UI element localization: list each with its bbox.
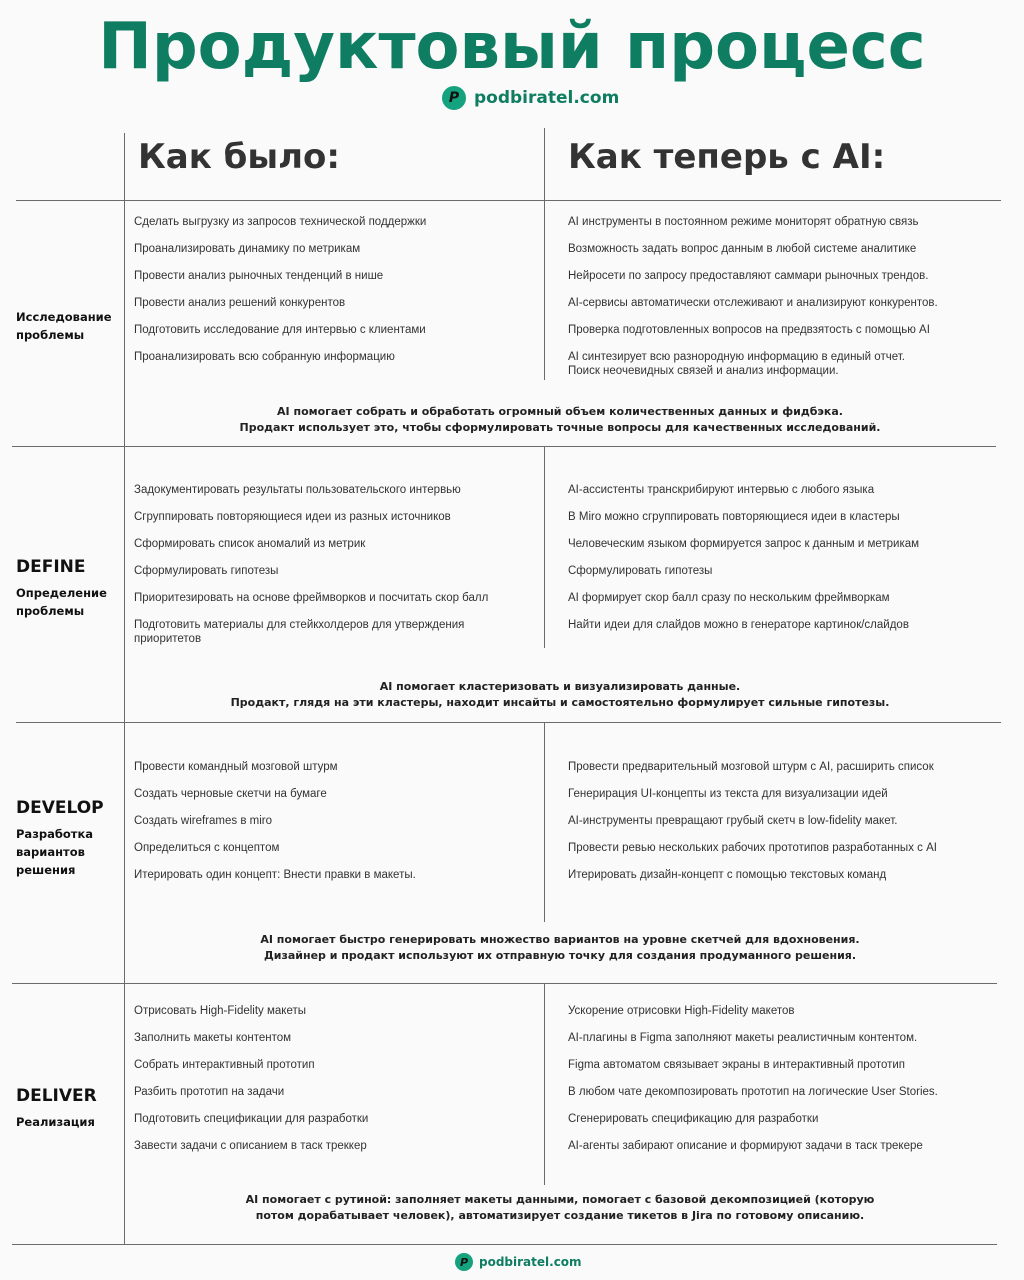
define-summary xyxy=(124,679,996,711)
research-summary xyxy=(124,404,996,436)
list-item: Сгенерировать спецификацию для разработки xyxy=(568,1113,819,1125)
list-item: Сделать выгрузку из запросов технической поддержки xyxy=(134,216,427,228)
summary-line: Продакт, глядя на эти кластеры, находит инсайты и самостоятельно формулирует сильные гипотезы. xyxy=(230,696,890,709)
section-divider-2 xyxy=(16,722,1001,723)
brand-name: podbiratel.com xyxy=(474,88,620,108)
list-item: Подготовить материалы для стейкхолдеров для утверждения приоритетов xyxy=(134,619,465,645)
list-item: AI-ассистенты транскрибируют интервью с любого языка xyxy=(568,484,875,496)
stage-code: DELIVER xyxy=(16,1086,97,1106)
list-item: В любом чате декомпозировать прототип на логические User Stories. xyxy=(568,1086,938,1098)
bottom-divider xyxy=(12,1244,997,1245)
list-item: Подготовить исследование для интервью с клиентами xyxy=(134,324,426,336)
column-divider-header xyxy=(544,128,545,200)
list-item: Заполнить макеты контентом xyxy=(134,1032,292,1044)
list-item: Ускорение отрисовки High-Fidelity макетов xyxy=(568,1005,795,1017)
stage-name: Разработка вариантов решения xyxy=(16,827,94,877)
develop-after-list xyxy=(568,760,998,895)
column-divider-3 xyxy=(544,722,545,922)
list-item: Проверка подготовленных вопросов на предвзятость с помощью AI xyxy=(568,324,930,336)
list-item: Определиться с концептом xyxy=(134,842,280,854)
research-before-list xyxy=(134,215,539,377)
list-item: Отрисовать High-Fidelity макеты xyxy=(134,1005,306,1017)
list-item: AI-сервисы автоматически отслеживают и анализируют конкурентов. xyxy=(568,297,938,309)
list-item: Провести командный мозговой штурм xyxy=(134,761,338,773)
list-item: Подготовить спецификации для разработки xyxy=(134,1113,369,1125)
list-item: AI инструменты в постоянном режиме мониторят обратную связь xyxy=(568,216,919,228)
list-item: Задокументировать результаты пользовательского интервью xyxy=(134,484,461,496)
summary-line: AI помогает собрать и обработать огромный объем количественных данных и фидбэка. xyxy=(277,405,843,418)
list-item: Провести анализ рыночных тенденций в нише xyxy=(134,270,384,282)
list-item: Провести ревью нескольких рабочих прототипов разработанных с AI xyxy=(568,842,937,854)
list-item: AI формирует скор балл сразу по нескольким фреймворкам xyxy=(568,592,890,604)
list-item: Создать черновые скетчи на бумаге xyxy=(134,788,327,800)
column-divider-4 xyxy=(544,983,545,1185)
list-item: Figma автоматом связывает экраны в интерактивный прототип xyxy=(568,1059,906,1071)
define-before-list xyxy=(134,483,539,659)
list-item: Провести анализ решений конкурентов xyxy=(134,297,346,309)
list-item: Сформировать список аномалий из метрик xyxy=(134,538,366,550)
list-item: Сформулировать гипотезы xyxy=(568,565,713,577)
list-item: В Miro можно сгруппировать повторяющиеся идеи в кластеры xyxy=(568,511,900,523)
list-item: Сформулировать гипотезы xyxy=(134,565,279,577)
summary-line: Дизайнер и продакт используют их отправную точку для создания продуманного решения. xyxy=(263,949,857,962)
summary-line: потом дорабатывает человек), автоматизирует создание тикетов в Jira по готовому описанию. xyxy=(255,1209,865,1222)
develop-summary xyxy=(124,932,996,964)
define-after-list xyxy=(568,483,998,645)
list-item: Разбить прототип на задачи xyxy=(134,1086,285,1098)
list-item: Приоритезировать на основе фреймворков и посчитать скор балл xyxy=(134,592,489,604)
stage-develop xyxy=(16,797,124,879)
deliver-summary xyxy=(124,1192,996,1224)
stage-deliver xyxy=(16,1085,124,1131)
stage-code: DEVELOP xyxy=(16,798,104,818)
brand-header[interactable] xyxy=(442,86,619,110)
list-item: AI-плагины в Figma заполняют макеты реалистичным контентом. xyxy=(568,1032,918,1044)
list-item: Проанализировать всю собранную информацию xyxy=(134,351,395,363)
stage-define xyxy=(16,556,124,620)
summary-line: Продакт использует это, чтобы сформулировать точные вопросы для качественных исследований. xyxy=(239,421,881,434)
header-divider xyxy=(16,200,1001,201)
list-item: AI-агенты забирают описание и формируют задачи в таск трекере xyxy=(568,1140,923,1152)
brand-footer[interactable] xyxy=(455,1253,582,1271)
brand-logo-icon: P xyxy=(455,1253,473,1271)
list-item: Сгруппировать повторяющиеся идеи из разных источников xyxy=(134,511,451,523)
list-item: Нейросети по запросу предоставляют саммари рыночных трендов. xyxy=(568,270,929,282)
deliver-after-list xyxy=(568,1004,998,1166)
stage-name: Исследование проблемы xyxy=(16,310,112,342)
column-divider-1 xyxy=(544,200,545,380)
deliver-before-list xyxy=(134,1004,539,1166)
stage-name: Реализация xyxy=(16,1115,95,1129)
brand-logo-icon: P xyxy=(442,86,466,110)
list-item: Провести предварительный мозговой штурм с AI, расширить список xyxy=(568,761,934,773)
list-item: Итерировать один концепт: Внести правки в макеты. xyxy=(134,869,416,881)
list-item: Найти идеи для слайдов можно в генераторе картинок/слайдов xyxy=(568,619,909,631)
develop-before-list xyxy=(134,760,539,895)
stage-name: Определение проблемы xyxy=(16,586,107,618)
stage-research xyxy=(16,308,124,344)
list-item: Проанализировать динамику по метрикам xyxy=(134,243,361,255)
list-item: Создать wireframes в miro xyxy=(134,815,272,827)
list-item: Итерировать дизайн-концепт с помощью текстовых команд xyxy=(568,869,887,881)
column-heading-before: Как было: xyxy=(138,137,340,177)
list-item: Собрать интерактивный прототип xyxy=(134,1059,315,1071)
column-divider-2 xyxy=(544,446,545,648)
section-divider-1 xyxy=(12,446,996,447)
list-item: Завести задачи с описанием в таск треккер xyxy=(134,1140,367,1152)
page-title: Продуктовый процесс xyxy=(98,10,926,84)
list-item: Возможность задать вопрос данным в любой системе аналитике xyxy=(568,243,917,255)
list-item: Генерирация UI-концепты из текста для визуализации идей xyxy=(568,788,888,800)
summary-line: AI помогает кластеризовать и визуализировать данные. xyxy=(379,680,741,693)
research-after-list xyxy=(568,215,998,391)
list-item: AI синтезирует всю разнородную информацию в единый отчет. Поиск неочевидных связей и анализ информации. xyxy=(568,351,905,377)
section-divider-3 xyxy=(12,983,997,984)
list-item: Человеческим языком формируется запрос к данным и метрикам xyxy=(568,538,920,550)
summary-line: AI помогает с рутиной: заполняет макеты данными, помогает с базовой декомпозицией (которую xyxy=(245,1193,875,1206)
summary-line: AI помогает быстро генерировать множество вариантов на уровне скетчей для вдохновения. xyxy=(260,933,860,946)
list-item: AI-инструменты превращают грубый скетч в low-fidelity макет. xyxy=(568,815,898,827)
column-heading-after: Как теперь с AI: xyxy=(568,137,886,177)
stage-code: DEFINE xyxy=(16,557,86,577)
brand-name: podbiratel.com xyxy=(479,1255,582,1269)
